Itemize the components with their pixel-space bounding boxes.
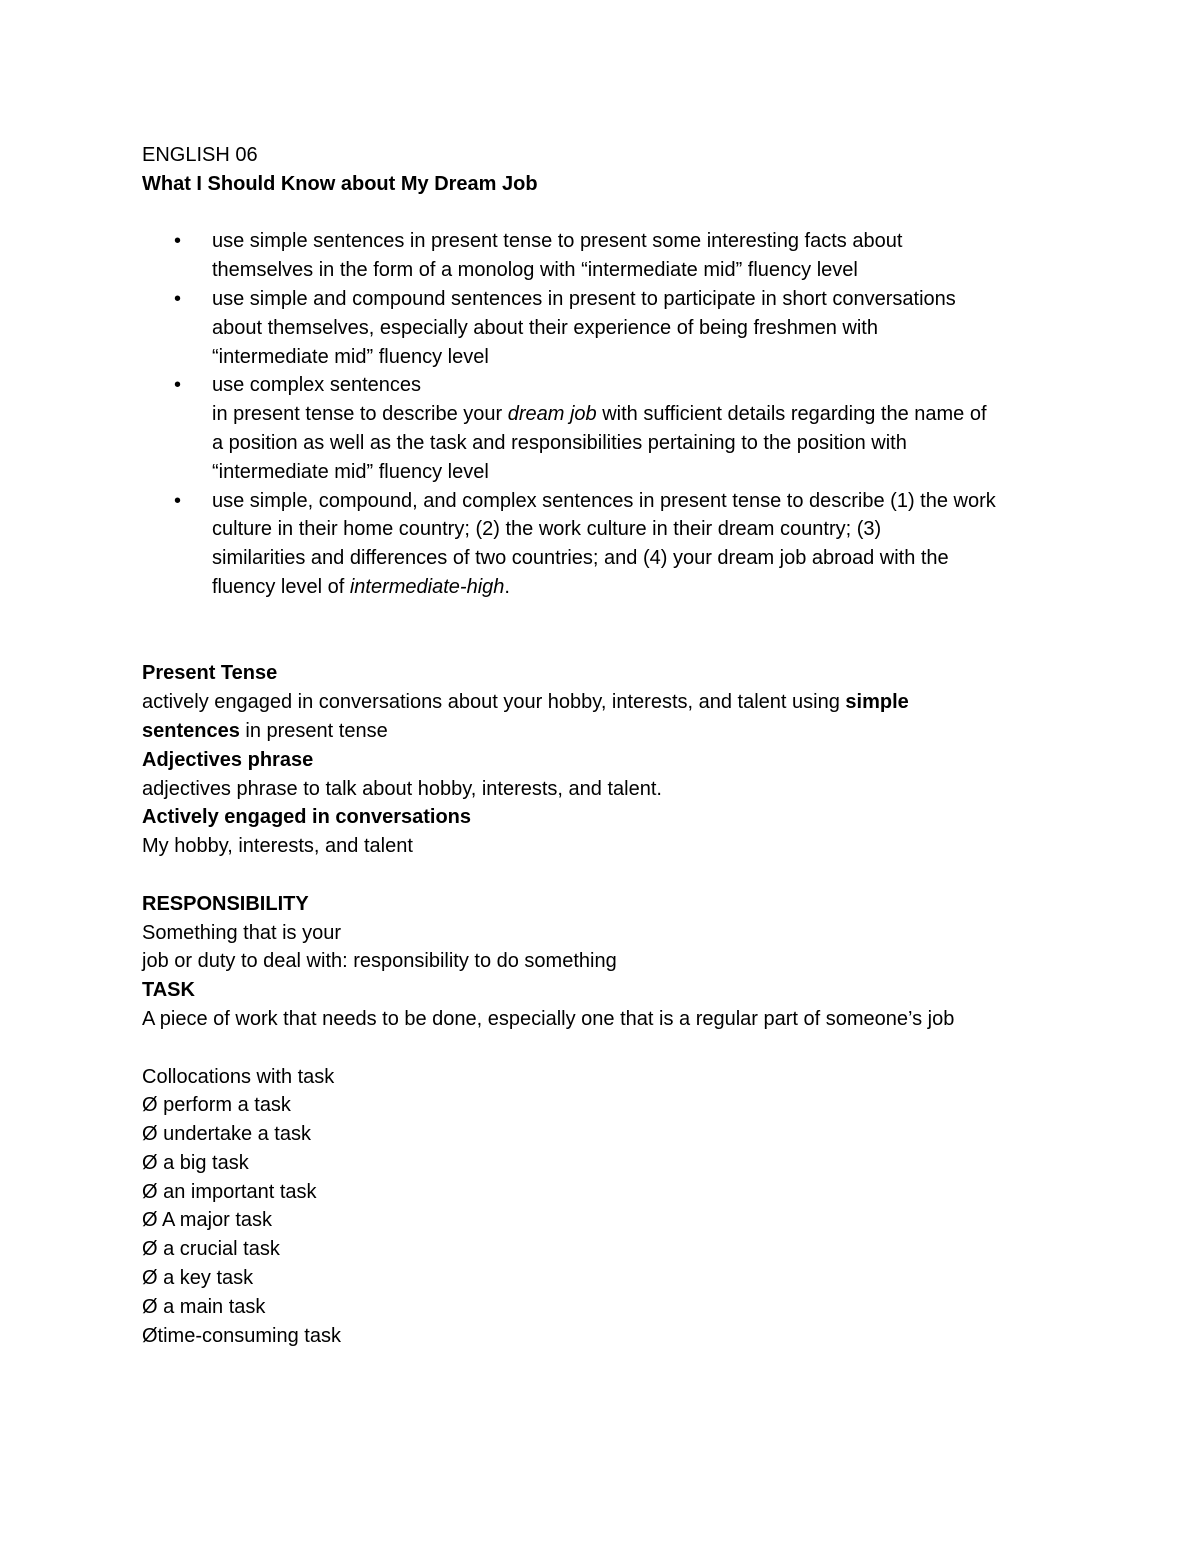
collocations-heading: Collocations with task [142,1065,335,1088]
responsibility-definition: job or duty to deal with: responsibility to do something [142,950,617,973]
spacer [142,861,1082,890]
spacer [142,631,1082,660]
bullet-icon: • [174,230,182,253]
collocation-item: Ø an important task [142,1180,317,1203]
task-definition: A piece of work that needs to be done, especially one that is a regular part of someone’s job [142,1007,955,1030]
collocation-item: Ø A major task [142,1209,273,1232]
course-code: ENGLISH 06 [142,144,258,166]
collocation-item: Ø undertake a task [142,1123,311,1146]
present-tense-text: actively engaged in conversations about your hobby, interests, and talent using simple [142,691,909,714]
collocation-item: Øtime-consuming task [142,1324,341,1347]
task-heading: TASK [142,979,195,1002]
objective-line: fluency level of intermediate-high. [212,575,510,598]
document-content [142,141,1082,1350]
document-title: What I Should Know about My Dream Job [142,172,538,195]
collocation-item: Ø perform a task [142,1094,291,1117]
bullet-icon: • [174,287,182,310]
objective-line: in present tense to describe your dream job with sufficient details regarding the name of [212,403,987,426]
spacer [142,199,1082,228]
conversations-heading: Actively engaged in conversations [142,806,471,829]
collocation-item: Ø a key task [142,1267,254,1290]
objective-item: • use complex sentences in present tense to describe your dream job with sufficient details regarding the name of a position as well as the task and responsibilities pertaining to the position with “intermediate mid” fluency level [142,371,1082,486]
collocation-item: Ø a crucial task [142,1238,280,1261]
objective-item: • use simple sentences in present tense to present some interesting facts about themselves in the form of a monolog with “intermediate mid” fluency level [142,227,1082,285]
collocation-item: Ø a big task [142,1151,249,1174]
bullet-icon: • [174,489,182,512]
spacer [142,1034,1082,1063]
objectives-list [142,227,1082,601]
bullet-icon: • [174,374,182,397]
responsibility-heading: RESPONSIBILITY [142,892,309,915]
spacer [142,602,1082,631]
fluency-emphasis: intermediate-high [349,575,505,598]
adjectives-text: adjectives phrase to talk about hobby, interests, and talent. [142,777,662,800]
objective-item: • use simple, compound, and complex sentences in present tense to describe (1) the work culture in their home country; (2) the work culture in their dream country; (3) similarities and differences of two countries; and (4) your dream job abroad with the fluency level of intermediate-high. [142,487,1082,602]
conversations-text: My hobby, interests, and talent [142,835,413,858]
responsibility-definition: Something that is your [142,921,341,944]
dream-job-emphasis: dream job [507,403,597,426]
objective-item: • use simple and compound sentences in present to participate in short conversations about themselves, especially about their experience of being freshmen with “intermediate mid” fluency level [142,285,1082,371]
present-tense-heading: Present Tense [142,662,278,685]
adjectives-heading: Adjectives phrase [142,748,314,771]
present-tense-text: sentences in present tense [142,719,388,742]
collocation-item: Ø a main task [142,1295,266,1318]
